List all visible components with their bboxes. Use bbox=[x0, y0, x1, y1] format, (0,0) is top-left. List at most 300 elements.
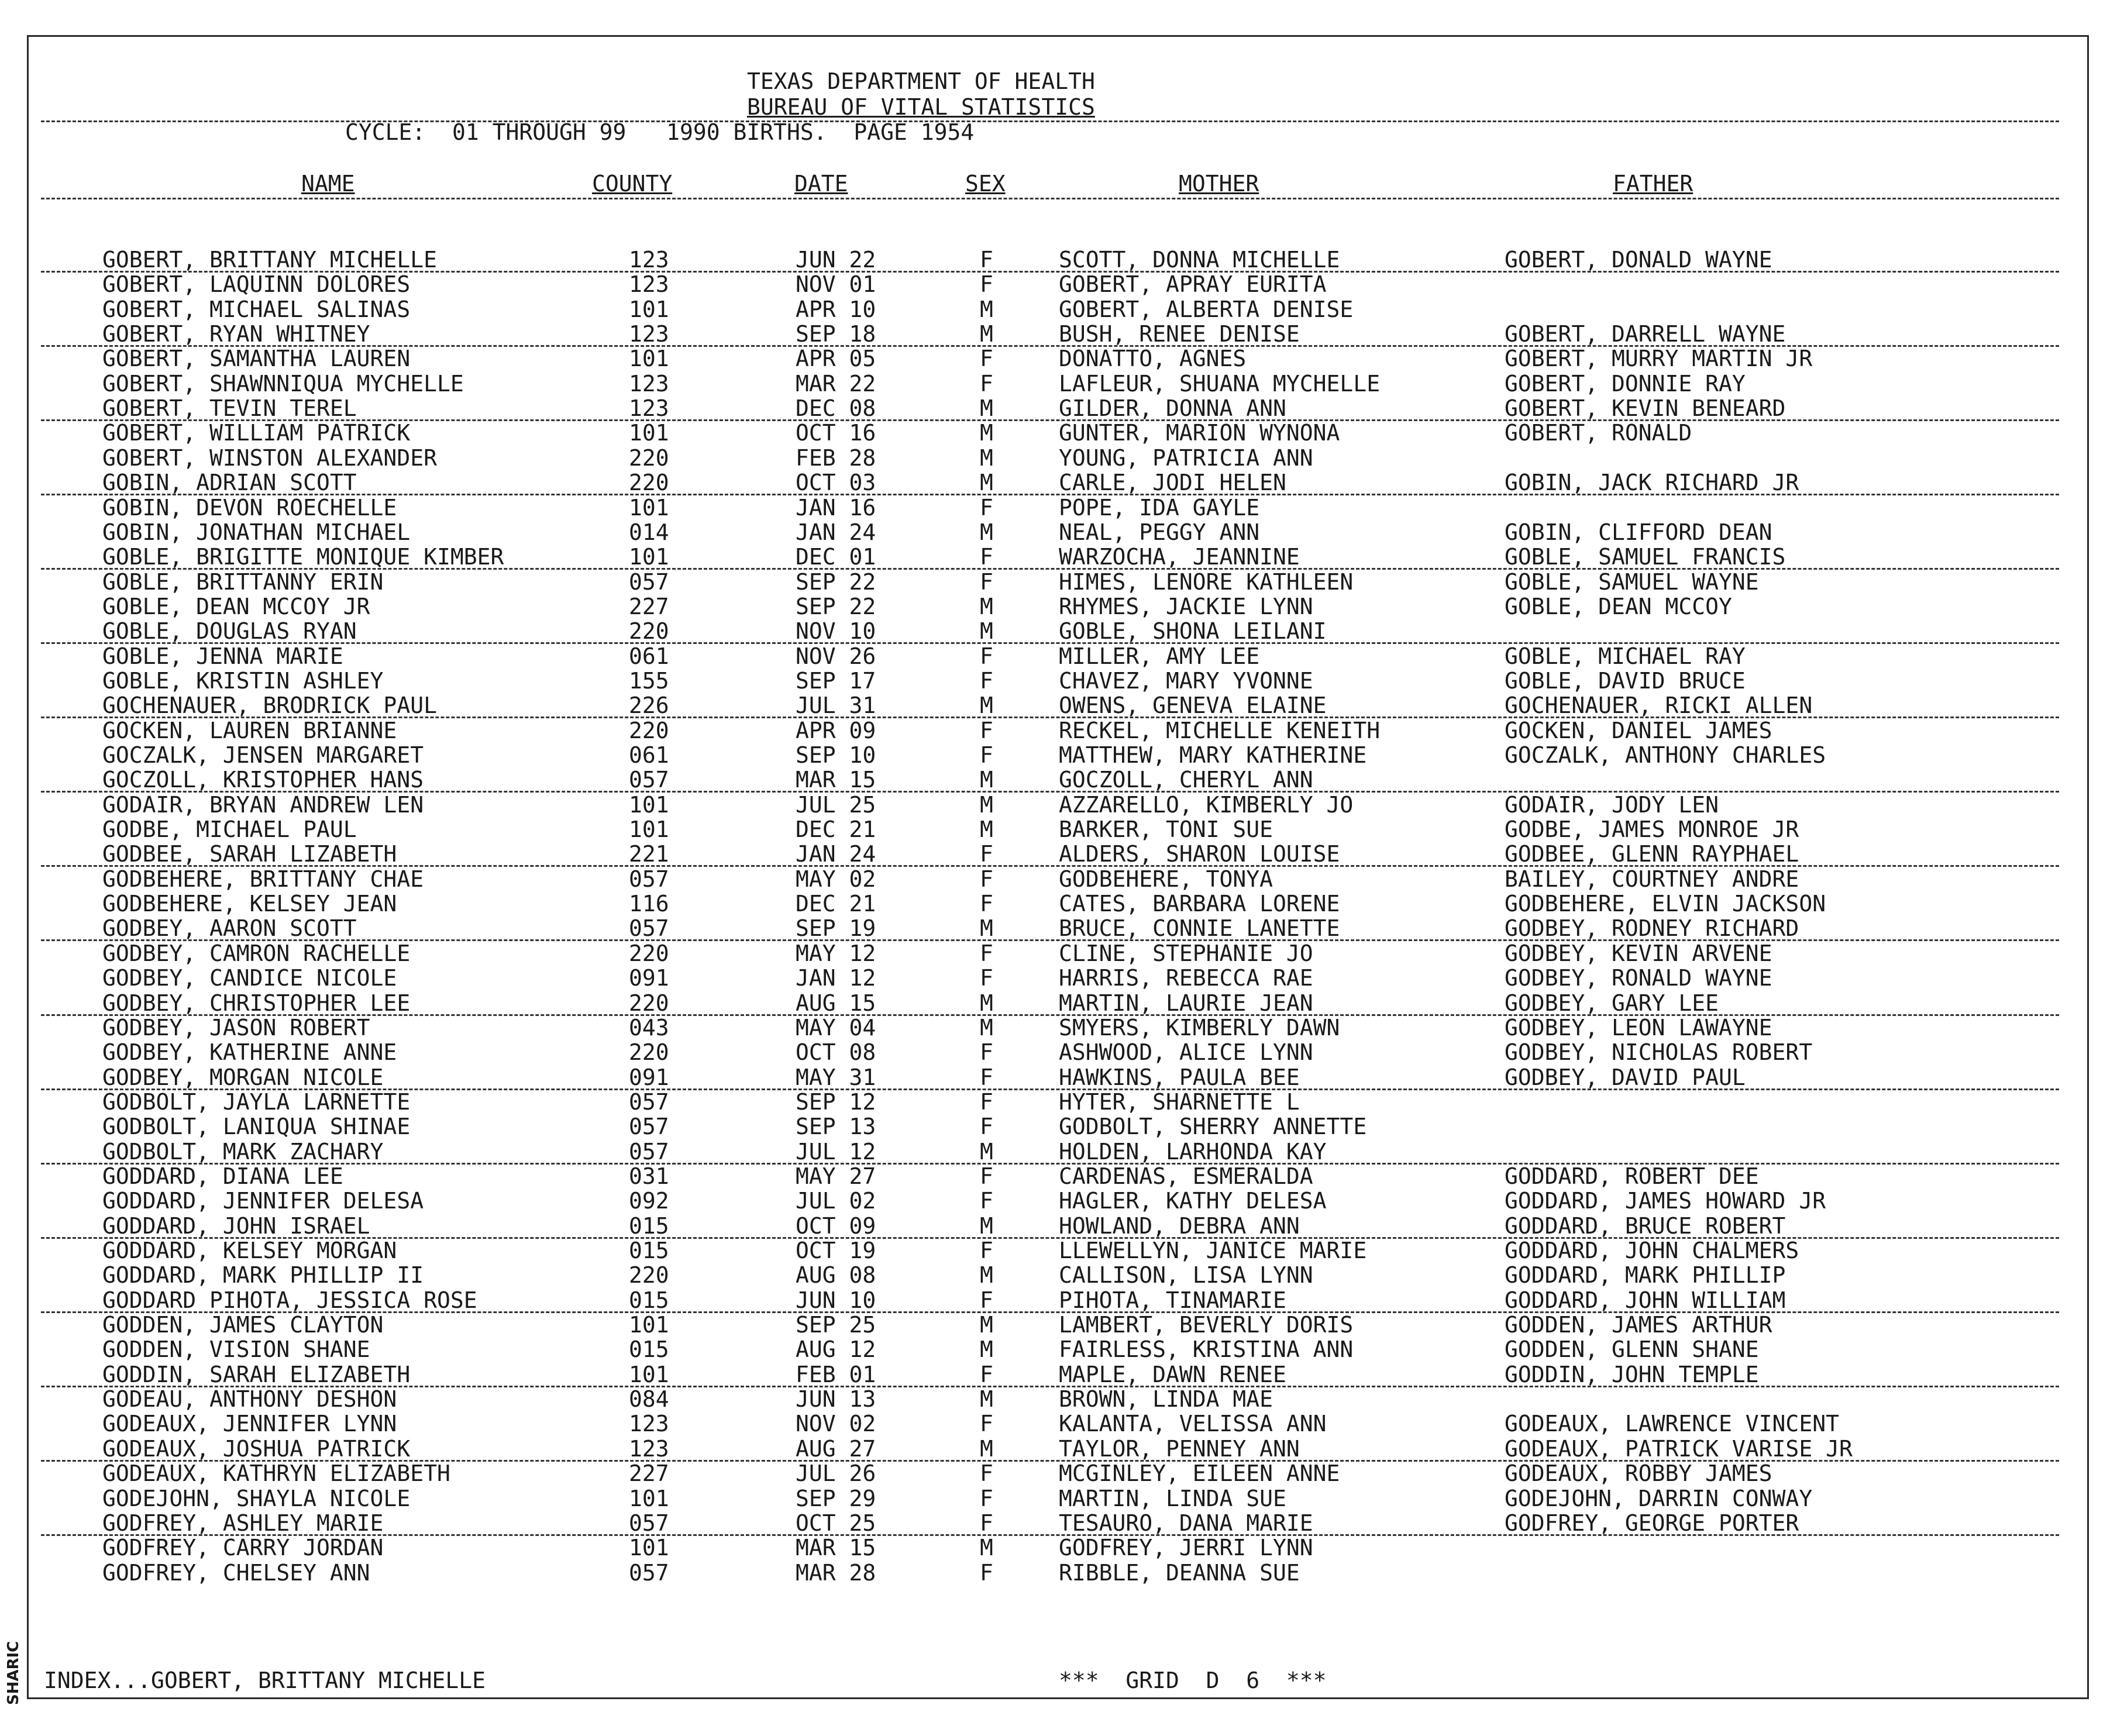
cell-sex: F bbox=[980, 346, 993, 372]
table-row bbox=[0, 793, 2117, 817]
table-row bbox=[0, 1189, 2117, 1213]
cell-county: 227 bbox=[629, 593, 669, 619]
table-row bbox=[0, 1511, 2117, 1535]
cell-mother: MATTHEW, MARY KATHERINE bbox=[1059, 742, 1367, 768]
cell-name: GODDARD, DIANA LEE bbox=[102, 1163, 343, 1189]
cell-sex: F bbox=[980, 247, 993, 273]
cell-father: GOBLE, SAMUEL WAYNE bbox=[1505, 569, 1759, 595]
cell-date: MAR 22 bbox=[796, 370, 876, 397]
cell-father: GODDARD, ROBERT DEE bbox=[1505, 1163, 1759, 1189]
cell-father: GODBEY, RODNEY RICHARD bbox=[1505, 915, 1799, 942]
cell-county: 123 bbox=[629, 271, 669, 298]
cell-father: GODBEHERE, ELVIN JACKSON bbox=[1505, 891, 1826, 917]
cell-date: NOV 01 bbox=[796, 271, 876, 298]
table-row bbox=[0, 1313, 2117, 1337]
cell-sex: M bbox=[980, 420, 993, 446]
cell-father: GODBEY, NICHOLAS ROBERT bbox=[1505, 1039, 1813, 1066]
cell-mother: TAYLOR, PENNEY ANN bbox=[1059, 1435, 1300, 1462]
cell-mother: FAIRLESS, KRISTINA ANN bbox=[1059, 1337, 1354, 1363]
cell-date: DEC 08 bbox=[796, 395, 876, 422]
cell-date: MAR 15 bbox=[796, 767, 876, 793]
cell-mother: PIHOTA, TINAMARIE bbox=[1059, 1287, 1286, 1313]
column-header-date: DATE bbox=[794, 171, 848, 197]
cell-mother: LAFLEUR, SHUANA MYCHELLE bbox=[1059, 370, 1381, 397]
cell-county: 220 bbox=[629, 445, 669, 471]
cell-county: 123 bbox=[629, 395, 669, 422]
cell-county: 123 bbox=[629, 1435, 669, 1462]
cell-county: 220 bbox=[629, 1262, 669, 1289]
cell-county: 091 bbox=[629, 965, 669, 991]
cell-date: APR 05 bbox=[796, 346, 876, 372]
cell-county: 057 bbox=[629, 915, 669, 942]
cell-sex: F bbox=[980, 742, 993, 768]
cell-county: 226 bbox=[629, 693, 669, 719]
cell-date: AUG 08 bbox=[796, 1262, 876, 1289]
cell-name: GODBEHERE, BRITTANY CHAE bbox=[102, 866, 424, 892]
table-row bbox=[0, 743, 2117, 767]
table-row bbox=[0, 1090, 2117, 1114]
cell-father: GODEAUX, PATRICK VARISE JR bbox=[1505, 1435, 1853, 1462]
cell-mother: RIBBLE, DEANNA SUE bbox=[1059, 1559, 1300, 1586]
cell-name: GOBERT, SHAWNNIQUA MYCHELLE bbox=[102, 370, 464, 397]
cell-sex: M bbox=[980, 990, 993, 1016]
cell-sex: M bbox=[980, 519, 993, 545]
cell-mother: GODBOLT, SHERRY ANNETTE bbox=[1059, 1114, 1367, 1140]
column-header-county: COUNTY bbox=[592, 171, 673, 197]
cell-father: GODDEN, GLENN SHANE bbox=[1505, 1337, 1759, 1363]
cell-date: JUN 13 bbox=[796, 1386, 876, 1413]
cell-county: 057 bbox=[629, 1114, 669, 1140]
cell-mother: BRUCE, CONNIE LANETTE bbox=[1059, 915, 1340, 942]
cell-sex: M bbox=[980, 296, 993, 322]
cell-sex: F bbox=[980, 1238, 993, 1263]
column-header-father: FATHER bbox=[1613, 171, 1693, 197]
cell-county: 092 bbox=[629, 1188, 669, 1214]
cell-date: MAY 31 bbox=[796, 1064, 876, 1090]
table-row bbox=[0, 346, 2117, 371]
cell-mother: BARKER, TONI SUE bbox=[1059, 817, 1273, 843]
cell-sex: M bbox=[980, 791, 993, 818]
header-line-2: BUREAU OF VITAL STATISTICS bbox=[747, 94, 1095, 120]
cell-name: GODBEY, MORGAN NICOLE bbox=[102, 1064, 384, 1090]
cell-name: GODBOLT, MARK ZACHARY bbox=[102, 1138, 384, 1165]
cell-name: GOCZOLL, KRISTOPHER HANS bbox=[102, 767, 424, 793]
cell-father: GOBLE, DEAN MCCOY bbox=[1505, 593, 1732, 619]
cell-name: GOCKEN, LAUREN BRIANNE bbox=[102, 717, 397, 743]
cell-county: 101 bbox=[629, 817, 669, 843]
cell-date: NOV 26 bbox=[796, 643, 876, 669]
table-row bbox=[0, 817, 2117, 842]
cell-father: GOBERT, DONNIE RAY bbox=[1505, 370, 1746, 397]
cell-date: SEP 17 bbox=[796, 667, 876, 694]
cell-sex: F bbox=[980, 1188, 993, 1214]
table-row bbox=[0, 669, 2117, 693]
cell-county: 015 bbox=[629, 1213, 669, 1239]
table-row bbox=[0, 594, 2117, 619]
cell-county: 123 bbox=[629, 1411, 669, 1437]
cell-mother: BUSH, RENEE DENISE bbox=[1059, 321, 1300, 347]
cell-father: GOBLE, MICHAEL RAY bbox=[1505, 643, 1746, 669]
table-row bbox=[0, 941, 2117, 966]
table-row bbox=[0, 1535, 2117, 1560]
table-row bbox=[0, 767, 2117, 792]
cell-date: OCT 16 bbox=[796, 420, 876, 446]
cell-county: 057 bbox=[629, 1510, 669, 1536]
cell-date: JAN 24 bbox=[796, 841, 876, 867]
side-label: SHARIC bbox=[5, 1641, 22, 1705]
table-row bbox=[0, 297, 2117, 322]
cell-father: GOCKEN, DANIEL JAMES bbox=[1505, 717, 1772, 743]
cell-name: GODBEHERE, KELSEY JEAN bbox=[102, 891, 397, 917]
cell-mother: HAGLER, KATHY DELESA bbox=[1059, 1188, 1327, 1214]
cell-name: GODBE, MICHAEL PAUL bbox=[102, 817, 357, 843]
cell-date: FEB 28 bbox=[796, 445, 876, 471]
cell-name: GODEAUX, KATHRYN ELIZABETH bbox=[102, 1461, 450, 1487]
cell-county: 015 bbox=[629, 1337, 669, 1363]
cell-name: GOCZALK, JENSEN MARGARET bbox=[102, 742, 424, 768]
column-header-mother: MOTHER bbox=[1179, 171, 1259, 197]
cell-date: APR 10 bbox=[796, 296, 876, 322]
cell-name: GODFREY, ASHLEY MARIE bbox=[102, 1510, 384, 1536]
table-row bbox=[0, 470, 2117, 495]
cell-mother: RHYMES, JACKIE LYNN bbox=[1059, 593, 1313, 619]
cell-sex: F bbox=[980, 1064, 993, 1090]
cell-mother: AZZARELLO, KIMBERLY JO bbox=[1059, 791, 1354, 818]
cell-name: GODEJOHN, SHAYLA NICOLE bbox=[102, 1485, 411, 1511]
cell-father: GODDARD, JOHN WILLIAM bbox=[1505, 1287, 1786, 1313]
cell-mother: GODFREY, JERRI LYNN bbox=[1059, 1535, 1313, 1561]
cell-mother: MILLER, AMY LEE bbox=[1059, 643, 1260, 669]
cell-name: GODBEE, SARAH LIZABETH bbox=[102, 841, 397, 867]
cell-sex: M bbox=[980, 1337, 993, 1363]
cell-name: GODDEN, JAMES CLAYTON bbox=[102, 1312, 384, 1338]
cell-county: 101 bbox=[629, 1312, 669, 1338]
cell-county: 220 bbox=[629, 470, 669, 496]
cell-mother: HYTER, SHARNETTE L bbox=[1059, 1089, 1300, 1115]
cell-name: GOBLE, KRISTIN ASHLEY bbox=[102, 667, 384, 694]
cell-county: 057 bbox=[629, 866, 669, 892]
cell-name: GOBERT, BRITTANY MICHELLE bbox=[102, 247, 437, 273]
cell-sex: M bbox=[980, 395, 993, 422]
cell-date: APR 09 bbox=[796, 717, 876, 743]
cell-mother: ALDERS, SHARON LOUISE bbox=[1059, 841, 1340, 867]
table-row bbox=[0, 619, 2117, 643]
cell-name: GODBEY, KATHERINE ANNE bbox=[102, 1039, 397, 1066]
column-header-sex: SEX bbox=[965, 171, 1006, 197]
cell-date: JAN 16 bbox=[796, 494, 876, 521]
cell-father: GOBLE, SAMUEL FRANCIS bbox=[1505, 544, 1786, 570]
cell-name: GODEAUX, JENNIFER LYNN bbox=[102, 1411, 397, 1437]
cell-county: 084 bbox=[629, 1386, 669, 1413]
cell-sex: F bbox=[980, 1510, 993, 1536]
table-row bbox=[0, 520, 2117, 545]
cell-father: GODDEN, JAMES ARTHUR bbox=[1505, 1312, 1772, 1338]
cell-sex: F bbox=[980, 717, 993, 743]
table-row bbox=[0, 966, 2117, 990]
cell-father: GOBERT, KEVIN BENEARD bbox=[1505, 395, 1786, 422]
table-row bbox=[0, 247, 2117, 272]
table-row bbox=[0, 1114, 2117, 1139]
cell-father: GODEAUX, ROBBY JAMES bbox=[1505, 1461, 1772, 1487]
cell-sex: F bbox=[980, 965, 993, 991]
cell-county: 101 bbox=[629, 494, 669, 521]
column-header-name: NAME bbox=[301, 171, 355, 197]
cell-sex: F bbox=[980, 1361, 993, 1387]
cell-sex: F bbox=[980, 1287, 993, 1313]
header-line-1: TEXAS DEPARTMENT OF HEALTH bbox=[747, 68, 1095, 94]
table-row bbox=[0, 1362, 2117, 1387]
cell-name: GODBOLT, JAYLA LARNETTE bbox=[102, 1089, 411, 1115]
cell-sex: M bbox=[980, 470, 993, 496]
cell-mother: POPE, IDA GAYLE bbox=[1059, 494, 1260, 521]
cell-county: 015 bbox=[629, 1287, 669, 1313]
cell-mother: LLEWELLYN, JANICE MARIE bbox=[1059, 1238, 1367, 1263]
cell-mother: GOBLE, SHONA LEILANI bbox=[1059, 618, 1327, 645]
cell-father: GOBERT, MURRY MARTIN JR bbox=[1505, 346, 1813, 372]
footer-grid: *** GRID D 6 *** bbox=[1059, 1668, 1327, 1693]
table-row bbox=[0, 1461, 2117, 1486]
cell-county: 101 bbox=[629, 296, 669, 322]
cell-county: 220 bbox=[629, 940, 669, 966]
cell-county: 220 bbox=[629, 1039, 669, 1066]
cell-name: GOBERT, WINSTON ALEXANDER bbox=[102, 445, 437, 471]
table-row bbox=[0, 1337, 2117, 1362]
table-row bbox=[0, 495, 2117, 520]
cell-date: SEP 19 bbox=[796, 915, 876, 942]
cell-name: GOBIN, ADRIAN SCOTT bbox=[102, 470, 357, 496]
cell-father: GODEAUX, LAWRENCE VINCENT bbox=[1505, 1411, 1839, 1437]
cell-mother: YOUNG, PATRICIA ANN bbox=[1059, 445, 1313, 471]
cell-mother: SCOTT, DONNA MICHELLE bbox=[1059, 247, 1340, 273]
table-row bbox=[0, 1437, 2117, 1461]
cell-sex: F bbox=[980, 1461, 993, 1487]
cell-date: SEP 22 bbox=[796, 569, 876, 595]
cell-date: SEP 29 bbox=[796, 1485, 876, 1511]
cell-mother: TESAURO, DANA MARIE bbox=[1059, 1510, 1313, 1536]
cell-mother: OWENS, GENEVA ELAINE bbox=[1059, 693, 1327, 719]
cell-name: GODDARD, JENNIFER DELESA bbox=[102, 1188, 424, 1214]
cell-name: GODEAU, ANTHONY DESHON bbox=[102, 1386, 397, 1413]
cell-father: GODDARD, JAMES HOWARD JR bbox=[1505, 1188, 1826, 1214]
cell-name: GODBEY, CANDICE NICOLE bbox=[102, 965, 397, 991]
cell-sex: F bbox=[980, 940, 993, 966]
cell-name: GODAIR, BRYAN ANDREW LEN bbox=[102, 791, 424, 818]
cell-father: GODDARD, MARK PHILLIP bbox=[1505, 1262, 1786, 1289]
cell-county: 057 bbox=[629, 569, 669, 595]
cell-date: DEC 21 bbox=[796, 891, 876, 917]
cell-sex: M bbox=[980, 817, 993, 843]
cell-name: GOBERT, SAMANTHA LAUREN bbox=[102, 346, 411, 372]
table-row bbox=[0, 1040, 2117, 1065]
cell-sex: F bbox=[980, 1411, 993, 1437]
cell-name: GODFREY, CHELSEY ANN bbox=[102, 1559, 370, 1586]
cell-date: JUN 10 bbox=[796, 1287, 876, 1313]
cell-date: SEP 25 bbox=[796, 1312, 876, 1338]
cell-county: 101 bbox=[629, 420, 669, 446]
cell-date: MAY 12 bbox=[796, 940, 876, 966]
cell-sex: M bbox=[980, 1213, 993, 1239]
cell-county: 101 bbox=[629, 544, 669, 570]
cell-sex: M bbox=[980, 618, 993, 645]
cell-date: SEP 18 bbox=[796, 321, 876, 347]
cell-father: GOBERT, DARRELL WAYNE bbox=[1505, 321, 1786, 347]
cell-mother: GOBERT, APRAY EURITA bbox=[1059, 271, 1327, 298]
cell-father: GOBERT, DONALD WAYNE bbox=[1505, 247, 1772, 273]
cell-county: 101 bbox=[629, 1535, 669, 1561]
cell-mother: CARDENAS, ESMERALDA bbox=[1059, 1163, 1313, 1189]
cell-name: GODEAUX, JOSHUA PATRICK bbox=[102, 1435, 411, 1462]
cell-date: OCT 08 bbox=[796, 1039, 876, 1066]
cell-date: OCT 09 bbox=[796, 1213, 876, 1239]
cell-mother: MAPLE, DAWN RENEE bbox=[1059, 1361, 1286, 1387]
cell-father: GODDARD, JOHN CHALMERS bbox=[1505, 1238, 1799, 1263]
cell-father: GOBERT, RONALD bbox=[1505, 420, 1692, 446]
cell-sex: M bbox=[980, 1262, 993, 1289]
table-row bbox=[0, 1561, 2117, 1585]
cell-father: GOBLE, DAVID BRUCE bbox=[1505, 667, 1746, 694]
cell-name: GOBIN, DEVON ROECHELLE bbox=[102, 494, 397, 521]
cell-date: MAY 02 bbox=[796, 866, 876, 892]
cell-date: FEB 01 bbox=[796, 1361, 876, 1387]
cell-date: SEP 13 bbox=[796, 1114, 876, 1140]
cell-name: GODBEY, CAMRON RACHELLE bbox=[102, 940, 411, 966]
cell-sex: F bbox=[980, 494, 993, 521]
cell-name: GODBEY, JASON ROBERT bbox=[102, 1014, 370, 1041]
cell-father: GODAIR, JODY LEN bbox=[1505, 791, 1719, 818]
cell-name: GOBERT, MICHAEL SALINAS bbox=[102, 296, 411, 322]
cell-father: GOBIN, JACK RICHARD JR bbox=[1505, 470, 1799, 496]
cell-county: 014 bbox=[629, 519, 669, 545]
cell-mother: HOWLAND, DEBRA ANN bbox=[1059, 1213, 1300, 1239]
cell-father: GOCZALK, ANTHONY CHARLES bbox=[1505, 742, 1826, 768]
cell-date: SEP 10 bbox=[796, 742, 876, 768]
table-row bbox=[0, 446, 2117, 470]
cell-county: 155 bbox=[629, 667, 669, 694]
cell-name: GOBLE, DOUGLAS RYAN bbox=[102, 618, 357, 645]
cell-name: GOBERT, WILLIAM PATRICK bbox=[102, 420, 411, 446]
cell-date: JUN 22 bbox=[796, 247, 876, 273]
cell-mother: GUNTER, MARION WYNONA bbox=[1059, 420, 1340, 446]
cell-date: MAY 04 bbox=[796, 1014, 876, 1041]
cell-name: GOBERT, TEVIN TEREL bbox=[102, 395, 357, 422]
cell-mother: RECKEL, MICHELLE KENEITH bbox=[1059, 717, 1381, 743]
cell-date: SEP 12 bbox=[796, 1089, 876, 1115]
cell-father: GODBEY, GARY LEE bbox=[1505, 990, 1719, 1016]
cell-name: GODBOLT, LANIQUA SHINAE bbox=[102, 1114, 411, 1140]
cell-date: DEC 01 bbox=[796, 544, 876, 570]
cell-mother: GILDER, DONNA ANN bbox=[1059, 395, 1286, 422]
cell-name: GOBERT, LAQUINN DOLORES bbox=[102, 271, 411, 298]
cell-date: MAR 28 bbox=[796, 1559, 876, 1586]
cell-date: OCT 03 bbox=[796, 470, 876, 496]
table-row bbox=[0, 1214, 2117, 1238]
cell-sex: F bbox=[980, 866, 993, 892]
cell-father: GODFREY, GEORGE PORTER bbox=[1505, 1510, 1799, 1536]
cell-father: GODBEE, GLENN RAYPHAEL bbox=[1505, 841, 1799, 867]
cell-name: GODBEY, CHRISTOPHER LEE bbox=[102, 990, 411, 1016]
cell-mother: CATES, BARBARA LORENE bbox=[1059, 891, 1340, 917]
cell-sex: M bbox=[980, 445, 993, 471]
cell-mother: SMYERS, KIMBERLY DAWN bbox=[1059, 1014, 1340, 1041]
cell-sex: F bbox=[980, 544, 993, 570]
cell-sex: M bbox=[980, 693, 993, 719]
cell-county: 015 bbox=[629, 1238, 669, 1263]
table-row bbox=[0, 1387, 2117, 1411]
cell-father: GODBE, JAMES MONROE JR bbox=[1505, 817, 1799, 843]
table-row bbox=[0, 891, 2117, 916]
cell-father: GODDIN, JOHN TEMPLE bbox=[1505, 1361, 1759, 1387]
cell-county: 101 bbox=[629, 346, 669, 372]
cell-mother: GODBEHERE, TONYA bbox=[1059, 866, 1273, 892]
cell-county: 220 bbox=[629, 990, 669, 1016]
cell-mother: NEAL, PEGGY ANN bbox=[1059, 519, 1260, 545]
table-row bbox=[0, 644, 2117, 669]
cell-date: MAR 15 bbox=[796, 1535, 876, 1561]
cell-sex: F bbox=[980, 1114, 993, 1140]
cell-county: 061 bbox=[629, 742, 669, 768]
cell-sex: M bbox=[980, 593, 993, 619]
cell-father: GODDARD, BRUCE ROBERT bbox=[1505, 1213, 1786, 1239]
table-row bbox=[0, 396, 2117, 421]
column-header-divider bbox=[41, 198, 2059, 199]
cell-sex: F bbox=[980, 1039, 993, 1066]
cell-sex: F bbox=[980, 569, 993, 595]
cell-county: 031 bbox=[629, 1163, 669, 1189]
cell-mother: CALLISON, LISA LYNN bbox=[1059, 1262, 1313, 1289]
cell-mother: CLINE, STEPHANIE JO bbox=[1059, 940, 1313, 966]
cell-county: 220 bbox=[629, 618, 669, 645]
cell-father: GOCHENAUER, RICKI ALLEN bbox=[1505, 693, 1813, 719]
cell-county: 101 bbox=[629, 1361, 669, 1387]
cell-county: 043 bbox=[629, 1014, 669, 1041]
cell-county: 061 bbox=[629, 643, 669, 669]
table-row bbox=[0, 570, 2117, 594]
cell-mother: MARTIN, LAURIE JEAN bbox=[1059, 990, 1313, 1016]
cell-mother: ASHWOOD, ALICE LYNN bbox=[1059, 1039, 1313, 1066]
cell-county: 101 bbox=[629, 1485, 669, 1511]
cell-mother: HOLDEN, LARHONDA KAY bbox=[1059, 1138, 1327, 1165]
cell-father: GODEJOHN, DARRIN CONWAY bbox=[1505, 1485, 1813, 1511]
cell-sex: F bbox=[980, 1089, 993, 1115]
table-row bbox=[0, 916, 2117, 941]
cell-county: 116 bbox=[629, 891, 669, 917]
table-row bbox=[0, 545, 2117, 569]
cell-sex: F bbox=[980, 370, 993, 397]
table-row bbox=[0, 421, 2117, 445]
footer-index: INDEX...GOBERT, BRITTANY MICHELLE bbox=[44, 1668, 486, 1693]
cell-date: AUG 12 bbox=[796, 1337, 876, 1363]
cell-date: MAY 27 bbox=[796, 1163, 876, 1189]
cell-date: JUL 31 bbox=[796, 693, 876, 719]
cell-name: GODDARD, JOHN ISRAEL bbox=[102, 1213, 370, 1239]
cell-mother: MARTIN, LINDA SUE bbox=[1059, 1485, 1286, 1511]
cell-name: GOBERT, RYAN WHITNEY bbox=[102, 321, 370, 347]
cell-mother: WARZOCHA, JEANNINE bbox=[1059, 544, 1300, 570]
cell-date: NOV 02 bbox=[796, 1411, 876, 1437]
cell-date: JUL 02 bbox=[796, 1188, 876, 1214]
cell-date: JUL 25 bbox=[796, 791, 876, 818]
cell-county: 101 bbox=[629, 791, 669, 818]
table-row bbox=[0, 1486, 2117, 1511]
cell-county: 227 bbox=[629, 1461, 669, 1487]
cell-sex: M bbox=[980, 1138, 993, 1165]
cell-mother: BROWN, LINDA MAE bbox=[1059, 1386, 1273, 1413]
cell-father: GOBIN, CLIFFORD DEAN bbox=[1505, 519, 1772, 545]
table-row bbox=[0, 1263, 2117, 1287]
cell-name: GODDARD, MARK PHILLIP II bbox=[102, 1262, 424, 1289]
cell-father: GODBEY, DAVID PAUL bbox=[1505, 1064, 1746, 1090]
cell-sex: M bbox=[980, 1386, 993, 1413]
